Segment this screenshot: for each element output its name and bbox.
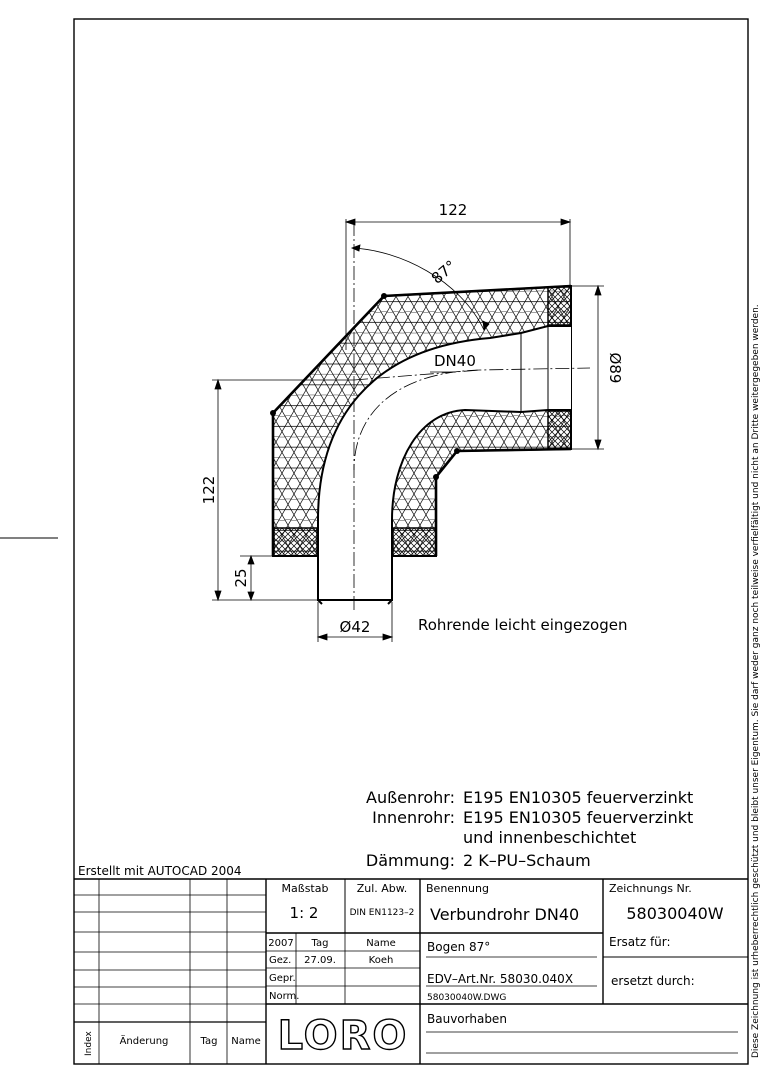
- dwg-file: 58030040W.DWG: [427, 993, 507, 1003]
- material-value: E195 EN10305 feuerverzinkt: [463, 808, 694, 827]
- project-label: Bauvorhaben: [427, 1012, 507, 1026]
- weld-point: [454, 448, 460, 454]
- end-cap-bottom-left: [274, 528, 317, 556]
- drawing-number-label: Zeichnungs Nr.: [609, 882, 692, 895]
- dim-angle: 87°: [427, 256, 460, 288]
- weld-point: [270, 410, 276, 416]
- label-nominal-diameter: DN40: [434, 352, 476, 370]
- tolerance-value: DIN EN1123–2: [349, 908, 415, 918]
- weld-point: [381, 293, 387, 299]
- end-cap-right-top: [548, 287, 571, 325]
- replacement-for: Ersatz für:: [609, 935, 671, 949]
- year: 2007: [268, 938, 294, 949]
- material-value: E195 EN10305 feuerverzinkt: [463, 788, 694, 807]
- dim-top-width: 122: [438, 201, 468, 219]
- revision-index: Index: [84, 1031, 94, 1056]
- revision-change: Änderung: [119, 1036, 169, 1047]
- scale-value: 1: 2: [289, 904, 319, 922]
- dim-left-short: 25: [232, 568, 250, 588]
- bottom-pipe-end: [318, 556, 392, 604]
- created-with: Erstellt mit AUTOCAD 2004: [78, 864, 242, 878]
- note-pipe-end: Rohrende leicht eingezogen: [418, 616, 628, 634]
- dim-bottom-diameter: Ø42: [339, 618, 371, 636]
- norm-label: Norm.: [269, 991, 300, 1002]
- drawn-date: 27.09.: [304, 955, 336, 966]
- designation-label: Benennung: [426, 882, 489, 895]
- copyright-notice: Diese Zeichnung ist urheberrechtlich geschützt und bleibt unser Eigentum. Sie darf weder ganz noch teilweise verfielfältigt und nicht an Dritte weitergegeben werden.: [751, 304, 761, 1058]
- loro-logo: [278, 1013, 409, 1059]
- material-label: Außenrohr:: [366, 788, 455, 807]
- elbow-section: [270, 222, 590, 610]
- checked-label: Gepr.: [269, 973, 296, 984]
- revision-name: Name: [231, 1036, 261, 1047]
- drawn-label: Gez.: [269, 955, 292, 966]
- edv-number: EDV–Art.Nr. 58030.040X: [427, 972, 574, 986]
- day-header: Tag: [311, 938, 329, 949]
- dim-diameter-right: Ø89: [606, 352, 624, 384]
- end-cap-bottom-right: [393, 528, 436, 556]
- drawing-number: 58030040W: [626, 904, 724, 923]
- tolerance-label: Zul. Abw.: [356, 882, 408, 895]
- weld-point: [433, 474, 439, 480]
- sub-designation: Bogen 87°: [427, 940, 491, 954]
- designation-value: Verbundrohr DN40: [430, 905, 580, 924]
- material-value: und innenbeschichtet: [463, 828, 637, 847]
- dim-left-height: 122: [200, 475, 218, 505]
- scale-label: Maßstab: [281, 882, 329, 895]
- material-value: 2 K–PU–Schaum: [463, 851, 591, 870]
- logo-text: LORO: [277, 1013, 409, 1059]
- drawn-name: Koeh: [368, 955, 394, 966]
- material-label: Innenrohr:: [372, 808, 455, 827]
- material-specs: [366, 788, 693, 870]
- replaced-by: ersetzt durch:: [611, 974, 695, 988]
- revision-day: Tag: [200, 1036, 218, 1047]
- name-header: Name: [366, 938, 396, 949]
- end-cap-right-bottom: [548, 411, 571, 449]
- material-label: Dämmung:: [365, 851, 455, 870]
